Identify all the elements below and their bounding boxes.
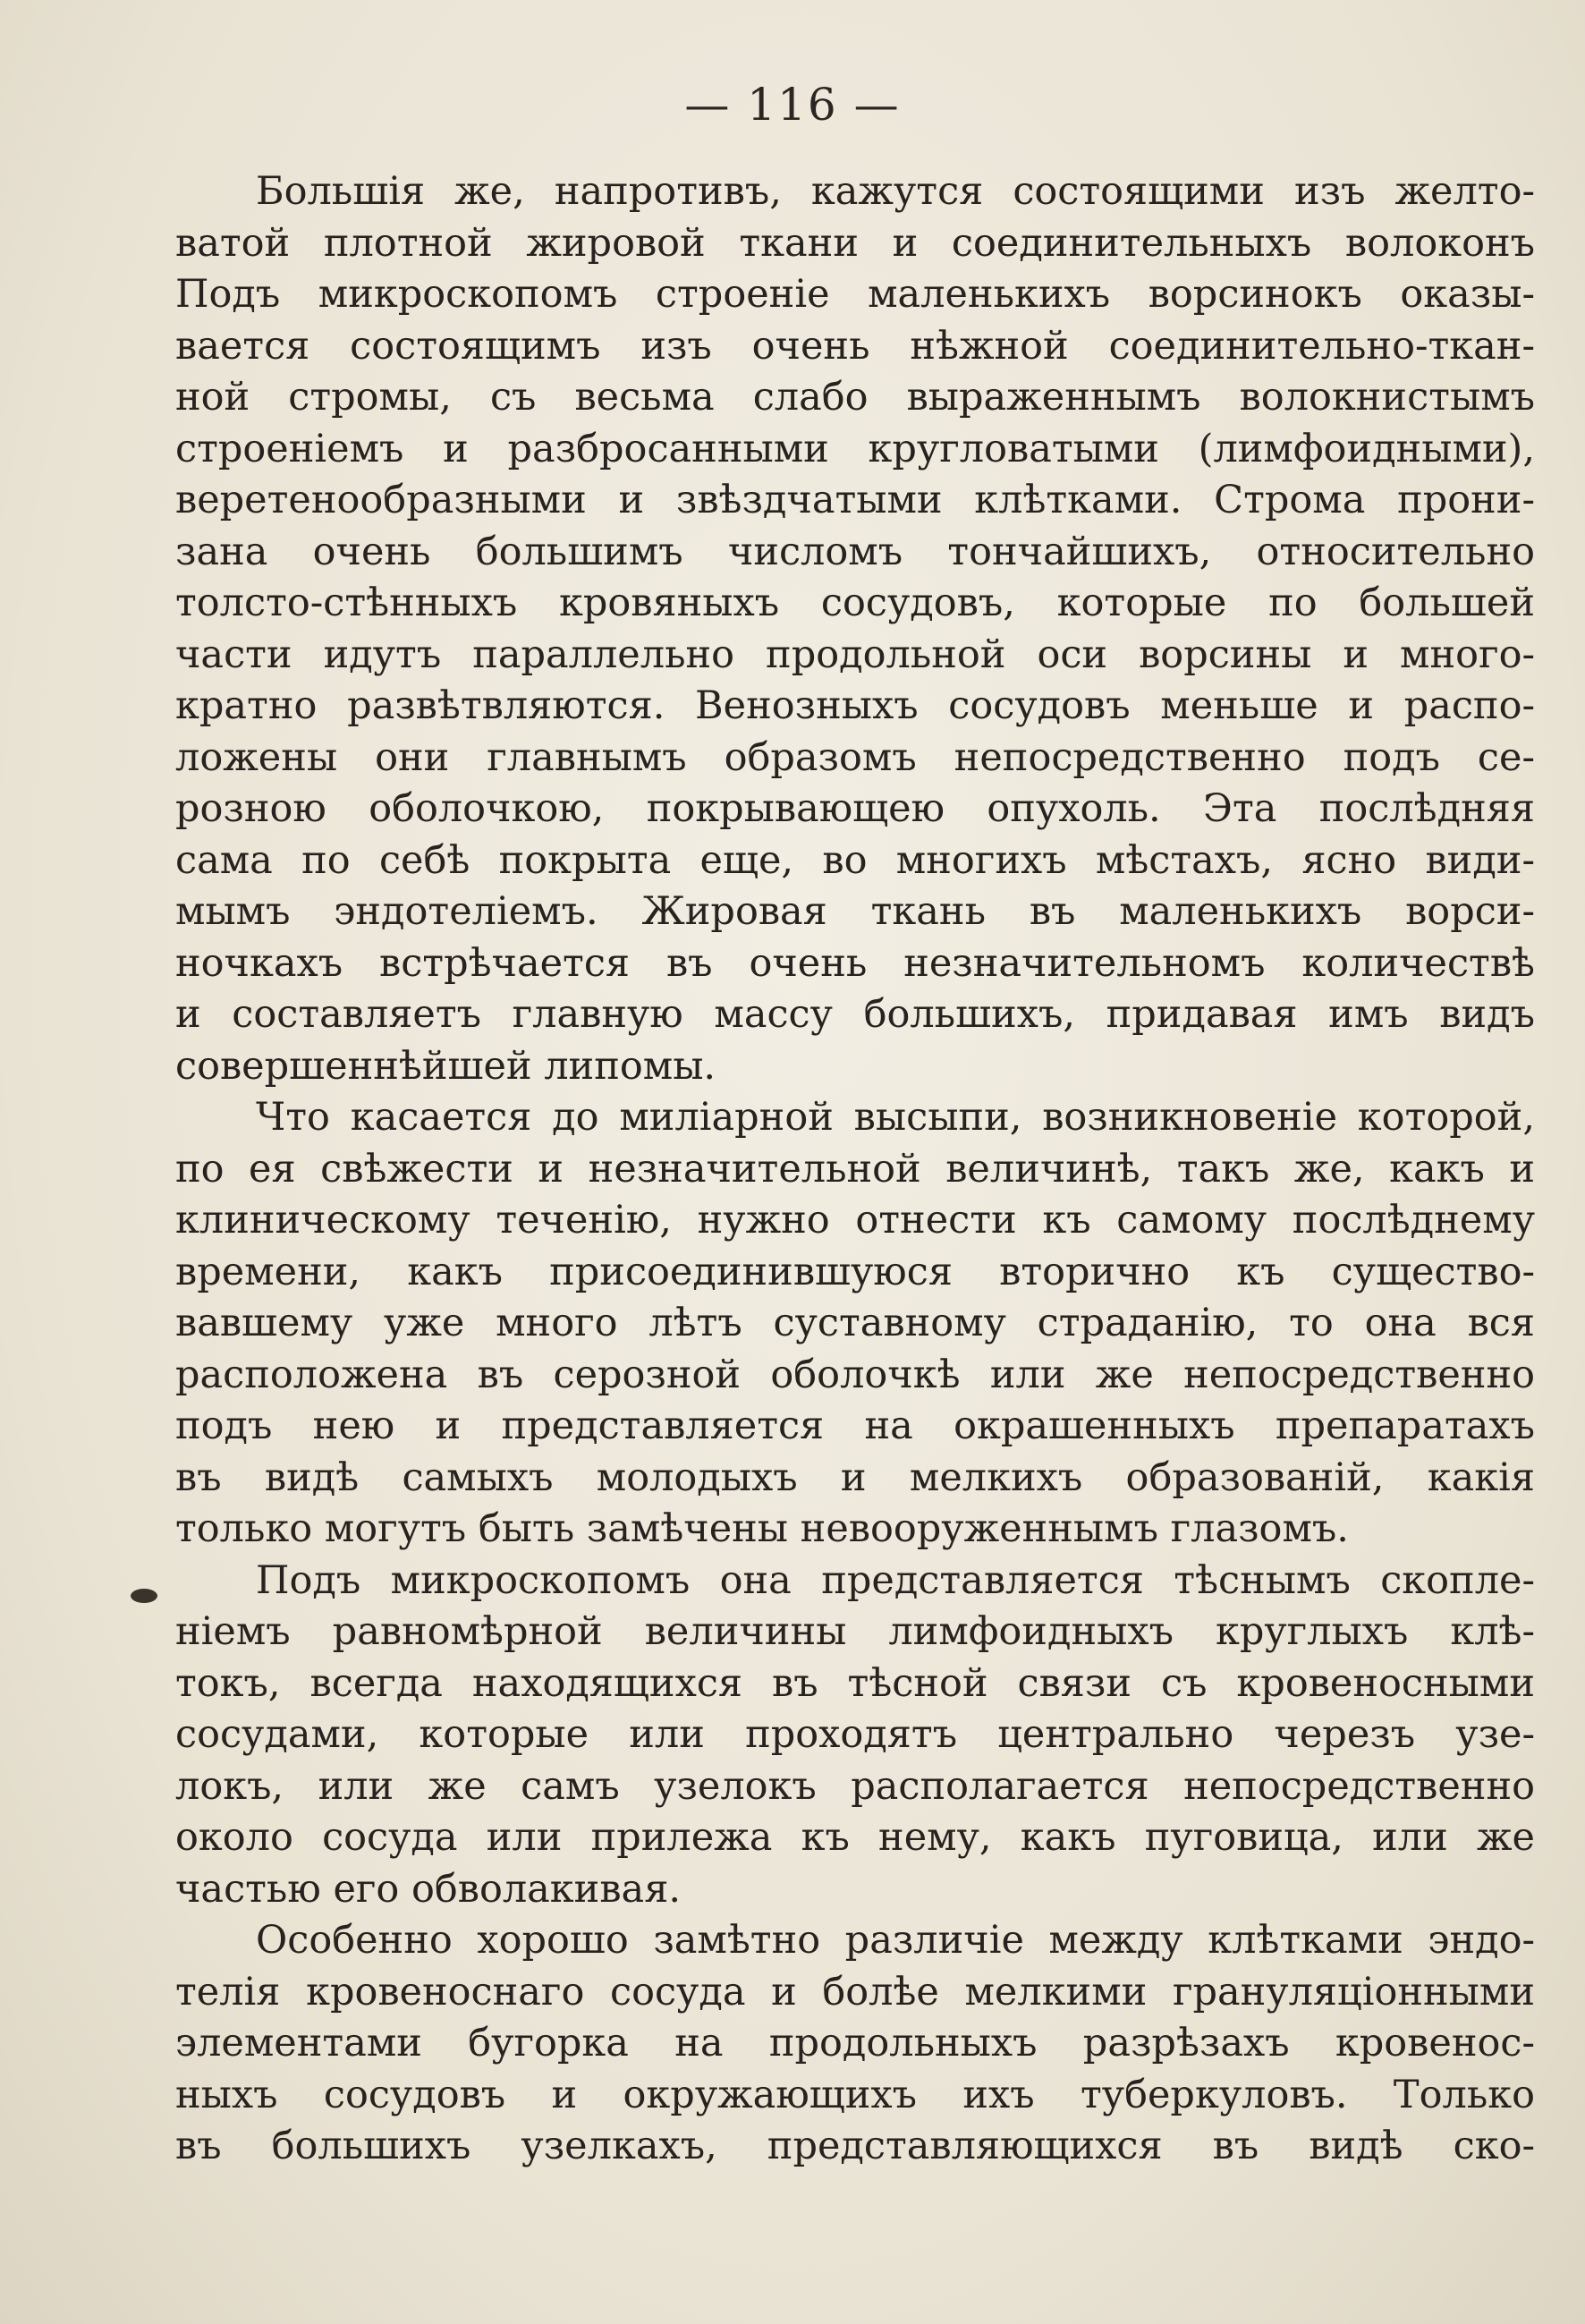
text-line: въ большихъ узелкахъ, представляющихся въ видѣ ско- bbox=[175, 2124, 1535, 2168]
text-line: ніемъ равномѣрной величины лимфоидныхъ круглыхъ клѣ- bbox=[175, 1609, 1535, 1654]
text-line: строеніемъ и разбросанными кругловатыми (лимфоидными), bbox=[175, 426, 1535, 471]
ink-spot bbox=[131, 1589, 157, 1603]
text-line: Особенно хорошо замѣтно различіе между клѣтками эндо- bbox=[256, 1918, 1535, 1963]
text-line: подъ нею и представляется на окрашенныхъ препаратахъ bbox=[175, 1404, 1535, 1448]
text-line: сосудами, которые или проходятъ центрально черезъ узе- bbox=[175, 1712, 1535, 1757]
text-line: и составляетъ главную массу большихъ, придавая имъ видъ bbox=[175, 992, 1535, 1037]
text-line: времени, какъ присоединившуюся вторично къ существо- bbox=[175, 1249, 1535, 1294]
text-line: элементами бугорка на продольныхъ разрѣзахъ кровенос- bbox=[175, 2021, 1535, 2065]
text-line: вается состоящимъ изъ очень нѣжной соединительно-ткан- bbox=[175, 323, 1535, 369]
text-line: кратно развѣтвляются. Венозныхъ сосудовъ меньше и распо- bbox=[175, 683, 1535, 728]
text-line: только могутъ быть замѣчены невооруженнымъ глазомъ. bbox=[175, 1506, 1349, 1551]
text-line: ватой плотной жировой ткани и соединительныхъ волоконъ bbox=[175, 220, 1535, 266]
text-line: части идутъ параллельно продольной оси ворсины и много- bbox=[175, 632, 1535, 677]
text-line: клиническому теченію, нужно отнести къ самому послѣднему bbox=[175, 1198, 1535, 1243]
text-line: въ видѣ самыхъ молодыхъ и мелкихъ образованій, какія bbox=[175, 1455, 1535, 1500]
text-line: совершеннѣйшей липомы. bbox=[175, 1043, 716, 1089]
text-line: около сосуда или прилежа къ нему, какъ пуговица, или же bbox=[175, 1815, 1535, 1860]
text-line: веретенообразными и звѣздчатыми клѣтками. Строма прони- bbox=[175, 478, 1535, 522]
text-line: Что касается до миліарной высыпи, возникновеніе которой, bbox=[256, 1095, 1535, 1140]
text-line: токъ, всегда находящихся въ тѣсной связи съ кровеносными bbox=[175, 1660, 1535, 1706]
text-line: локъ, или же самъ узелокъ располагается непосредственно bbox=[175, 1763, 1535, 1809]
text-line: толсто-стѣнныхъ кровяныхъ сосудовъ, которые по большей bbox=[175, 581, 1535, 625]
text-line: телія кровеноснаго сосуда и болѣе мелкими грануляціонными bbox=[175, 1969, 1535, 2014]
body-text bbox=[175, 166, 1535, 2173]
text-line: Подъ микроскопомъ она представляется тѣснымъ скопле- bbox=[256, 1557, 1535, 1603]
text-line: частью его обволакивая. bbox=[175, 1866, 681, 1912]
text-line: зана очень большимъ числомъ тончайшихъ, относительно bbox=[175, 529, 1535, 574]
text-line: Большія же, напротивъ, кажутся состоящими изъ желто- bbox=[256, 169, 1535, 214]
page-number: — 116 — bbox=[684, 79, 901, 131]
text-line: ной стромы, съ весьма слабо выраженнымъ волокнистымъ bbox=[175, 375, 1535, 420]
text-line: мымъ эндотеліемъ. Жировая ткань въ маленькихъ ворси- bbox=[175, 889, 1535, 934]
text-line: расположена въ серозной оболочкѣ или же непосредственно bbox=[175, 1352, 1535, 1397]
text-line: по ея свѣжести и незначительной величинѣ, такъ же, какъ и bbox=[175, 1146, 1535, 1192]
text-line: сама по себѣ покрыта еще, во многихъ мѣстахъ, ясно види- bbox=[175, 837, 1535, 883]
text-line: вавшему уже много лѣтъ суставному страданію, то она вся bbox=[175, 1301, 1535, 1345]
text-line: Подъ микроскопомъ строеніе маленькихъ ворсинокъ оказы- bbox=[175, 272, 1535, 317]
text-line: ложены они главнымъ образомъ непосредственно подъ се- bbox=[175, 734, 1535, 780]
text-line: розною оболочкою, покрывающею опухоль. Эта послѣдняя bbox=[175, 786, 1535, 831]
text-line: ныхъ сосудовъ и окружающихъ ихъ туберкуловъ. Только bbox=[175, 2072, 1535, 2117]
text-line: ночкахъ встрѣчается въ очень незначительномъ количествѣ bbox=[175, 940, 1535, 986]
